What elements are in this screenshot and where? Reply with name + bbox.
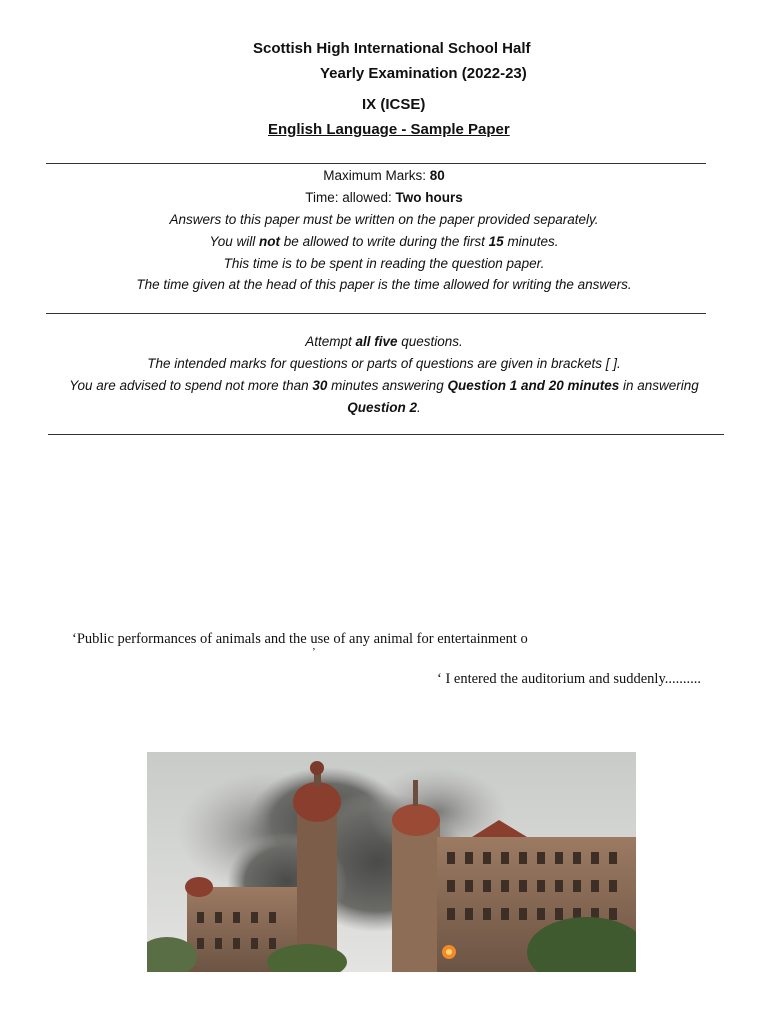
instruction-2 [0,234,768,249]
attempt-line-3 [0,378,768,393]
attempt-2-text: The intended marks for questions or parts of questions are given in brackets [ ]. [147,356,621,371]
photo-burning-hotel [147,752,636,972]
instruction-3-text: This time is to be spent in reading the question paper. [223,256,545,271]
attempt-1-a: Attempt [305,334,356,349]
attempt-4-b: . [417,400,421,415]
instruction-1 [0,212,768,227]
divider [48,434,724,435]
max-marks-value: 80 [429,168,445,183]
composition-prompt-1-close: ’ [312,646,316,658]
max-marks-label: Maximum Marks: [323,168,430,183]
instruction-2-c: be allowed to write during the first [280,234,489,249]
instruction-2-b: not [259,234,281,249]
time-label: Time: allowed: [305,190,396,205]
instruction-3 [0,256,768,271]
attempt-3-c: minutes answering [327,378,448,393]
attempt-line-1 [0,334,768,349]
attempt-4-a: Question 2 [347,400,417,415]
attempt-line-4 [0,400,768,415]
time-value: Two hours [395,190,463,205]
attempt-1-c: questions. [397,334,463,349]
instruction-2-a: You will [209,234,260,249]
instruction-1-text: Answers to this paper must be written on the paper provided separately. [169,212,599,227]
instruction-2-d: 15 [488,234,504,249]
composition-prompt-2: ‘ I entered the auditorium and suddenly.......... [437,671,702,687]
time-allowed [0,190,768,205]
attempt-1-b: all five [355,334,398,349]
subject-title: English Language - Sample Paper [268,121,510,138]
divider [46,313,706,314]
attempt-3-e: in answering [619,378,699,393]
attempt-3-b: 30 [312,378,328,393]
attempt-line-2 [0,356,768,371]
instruction-4 [0,277,768,292]
class-label: IX (ICSE) [362,96,426,113]
instruction-4-text: The time given at the head of this paper is the time allowed for writing the answers. [136,277,632,292]
attempt-3-d: Question 1 and 20 minutes [447,378,620,393]
title-line-2: Yearly Examination (2022-23) [320,65,527,82]
instruction-2-e: minutes. [503,234,559,249]
divider [46,163,706,164]
photo-illustration [147,752,636,972]
max-marks [0,168,768,183]
composition-prompt-1: ‘Public performances of animals and the use of any animal for entertainment o [72,631,528,647]
attempt-3-a: You are advised to spend not more than [69,378,313,393]
title-line-1: Scottish High International School Half [253,40,531,57]
